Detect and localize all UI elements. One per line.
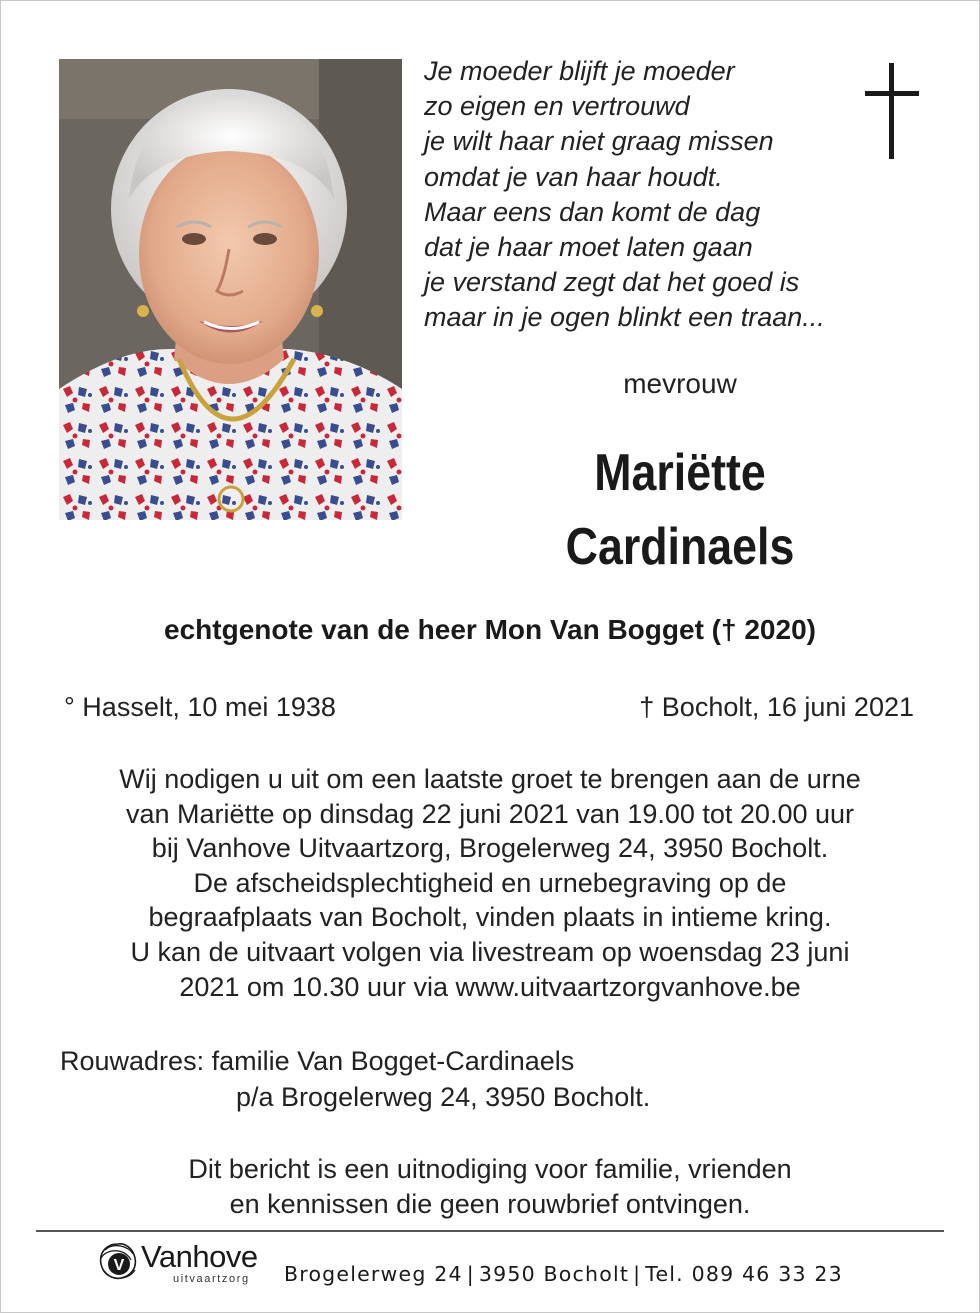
poem-line: je wilt haar niet graag missen (424, 126, 774, 157)
brand-name: Vanhove (141, 1239, 258, 1274)
emblem-letter: V (113, 1257, 125, 1274)
footer-city: 3950 Bocholt (478, 1262, 630, 1286)
vanhove-emblem-icon (95, 1240, 141, 1284)
last-name: Cardinaels (565, 518, 795, 576)
mourning-address-line2: p/a Brogelerweg 24, 3950 Bocholt. (236, 1082, 651, 1112)
poem-line: maar in je ogen blinkt een traan... (424, 302, 825, 333)
deceased-name (508, 436, 852, 584)
mourning-address-line1: Rouwadres: familie Van Bogget-Cardinaels (60, 1046, 575, 1076)
invitation-text (40, 762, 940, 1004)
footer-contact (284, 1262, 843, 1286)
notice-line: Dit bericht is een uitnodiging voor familie, vrienden (188, 1154, 792, 1184)
spouse-line: echtgenote van de heer Mon Van Bogget († 2020) (164, 614, 816, 645)
invitation-line: Wij nodigen u uit om een laatste groet te brengen aan de urne (119, 764, 861, 794)
salutation: mevrouw (623, 368, 737, 399)
invitation-line: U kan de uitvaart volgen via livestream op woensdag 23 juni (130, 936, 850, 967)
footer-divider (36, 1230, 944, 1232)
portrait-photo (59, 59, 402, 520)
notice-text (40, 1152, 940, 1222)
footer-separator: | (466, 1262, 475, 1286)
poem-line: Maar eens dan komt de dag (424, 196, 761, 227)
vanhove-logo (95, 1240, 275, 1290)
first-name: Mariëtte (594, 444, 766, 502)
poem-line: omdat je van haar houdt. (424, 161, 723, 192)
invitation-line: De afscheidsplechtigheid en urnebegraving op de (193, 867, 787, 898)
latin-cross-icon (863, 63, 921, 159)
invitation-line: van Mariëtte op dinsdag 22 juni 2021 van 19.00 tot 20.00 uur (125, 798, 855, 829)
poem (424, 54, 864, 336)
poem-line: je verstand zegt dat het goed is (424, 267, 800, 298)
birth-info: ° Hasselt, 10 mei 1938 (64, 692, 336, 722)
invitation-line: begraafplaats van Bocholt, vinden plaats in intieme kring. (148, 902, 832, 933)
footer-address: Brogelerweg 24 (284, 1262, 463, 1286)
invitation-line: 2021 om 10.30 uur via www.uitvaartzorgvanhove.be (179, 971, 801, 1002)
poem-line: Je moeder blijft je moeder (424, 56, 735, 86)
footer-separator: | (633, 1262, 642, 1286)
invitation-line: bij Vanhove Uitvaartzorg, Brogelerweg 24, 3950 Bocholt. (151, 833, 829, 864)
poem-line: dat je haar moet laten gaan (424, 232, 753, 263)
notice-line: en kennissen die geen rouwbrief ontvingen. (229, 1189, 751, 1219)
footer-phone: Tel. 089 46 33 23 (645, 1262, 843, 1286)
brand-subtitle: uitvaartzorg (173, 1273, 250, 1285)
death-info: † Bocholt, 16 juni 2021 (639, 692, 914, 722)
poem-line: zo eigen en vertrouwd (424, 91, 690, 122)
